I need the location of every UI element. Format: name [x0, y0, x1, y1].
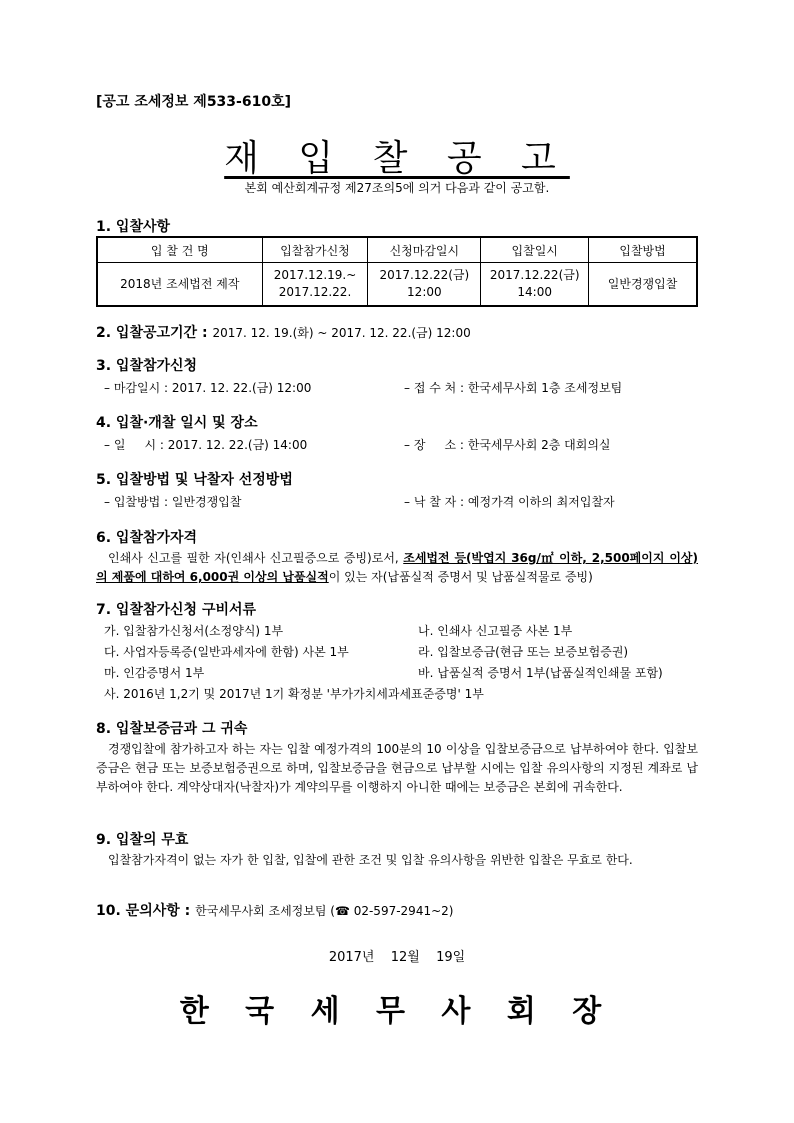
header-method: 입찰방법: [589, 237, 697, 263]
section-9-text: 입찰참가자격이 없는 자가 한 입찰, 입찰에 관한 조건 및 입찰 유의사항을 위반한 입찰은 무효로 한다.: [108, 853, 633, 867]
list-item: 가. 입찰참가신청서(소정양식) 1부: [104, 624, 284, 638]
section-1-title: 1. 입찰사항: [96, 219, 171, 235]
cell-apply-line-1: 2017.12.19.~: [273, 268, 357, 282]
section-6-text-emphasis: 조세법전 등(박엽지 36g/㎡ 이하, 2,500페이지 이상)의 제품에 대하여 6,000권 이상의 납품실적: [96, 551, 698, 584]
list-item: 사. 2016년 1,2기 및 2017년 1기 확정분 '부가가치세과세표준증명' 1부: [104, 687, 484, 701]
cell-bid-date: [481, 263, 589, 307]
section-5-method: – 입찰방법 : 일반경쟁입찰: [104, 495, 242, 509]
section-3-title: 3. 입찰참가신청: [96, 358, 198, 374]
cell-deadline: [368, 263, 481, 307]
cell-deadline-line-1: 2017.12.22(금): [379, 268, 470, 282]
section-3-office: – 접 수 처 : 한국세무사회 1층 조세정보팀: [404, 381, 623, 395]
bid-table-header: [97, 237, 697, 263]
list-item: 나. 인쇄사 신고필증 사본 1부: [418, 624, 573, 638]
intro-text: 본회 예산회계규정 제27조의5에 의거 다음과 같이 공고함.: [244, 181, 550, 195]
cell-bid-date-line-1: 2017.12.22(금): [489, 268, 580, 282]
section-6-text-a: 인쇄사 신고를 필한 자(인쇄사 신고필증으로 증빙)로서,: [108, 551, 404, 565]
list-item: 다. 사업자등록증(일반과세자에 한함) 사본 1부: [104, 645, 349, 659]
section-3-deadline: – 마감일시 : 2017. 12. 22.(금) 12:00: [104, 381, 312, 395]
cell-name: 2018년 조세법전 제작: [97, 263, 262, 307]
cell-bid-date-line-2: 14:00: [517, 285, 552, 299]
header-bid-date: 입찰일시: [481, 237, 589, 263]
list-item: 마. 인감증명서 1부: [104, 666, 205, 680]
section-2-value: 2017. 12. 19.(화) ~ 2017. 12. 22.(금) 12:00: [212, 326, 471, 340]
bid-table: [96, 236, 698, 307]
notice-date: 2017년 12월 19일: [328, 950, 466, 965]
section-8-text: 경쟁입찰에 참가하고자 하는 자는 입찰 예정가격의 100분의 10 이상을 입찰보증금으로 납부하여야 한다. 입찰보증금은 현금 또는 보증보험증권으로 하며, 입찰보증금을 현금으로 납부할 시에는 입찰 유의사항의 지정된 계좌로 납부하여야 한다. 계약상대자(낙찰자)가 계약의무를 이행하지 아니한 때에는 보증금은 본회에 귀속한다.: [96, 742, 698, 794]
notice-number: [공고 조세정보 제533-610호]: [96, 94, 291, 110]
section-10: [96, 900, 453, 920]
section-5-title: 5. 입찰방법 및 낙찰자 선정방법: [96, 472, 293, 488]
section-8-title: 8. 입찰보증금과 그 귀속: [96, 721, 248, 737]
section-10-title: 10. 문의사항 :: [96, 903, 191, 919]
section-2-title: 2. 입찰공고기간 :: [96, 325, 208, 341]
section-4-datetime: – 일 시 : 2017. 12. 22.(금) 14:00: [104, 438, 308, 452]
page-title: 재 입 찰 공 고: [224, 138, 570, 179]
section-6-text-c: 이 있는 자(납품실적 증명서 및 납품실적물로 증빙): [328, 570, 593, 584]
section-6-title: 6. 입찰참가자격: [96, 530, 198, 546]
section-7-title: 7. 입찰참가신청 구비서류: [96, 602, 257, 618]
section-4-title: 4. 입찰·개찰 일시 및 장소: [96, 415, 258, 431]
section-9-title: 9. 입찰의 무효: [96, 832, 189, 848]
section-2: [96, 322, 471, 342]
section-4-place: – 장 소 : 한국세무사회 2층 대회의실: [404, 438, 611, 452]
cell-deadline-line-2: 12:00: [407, 285, 442, 299]
cell-apply: [262, 263, 368, 307]
list-item: 바. 납품실적 증명서 1부(납품실적인쇄물 포함): [418, 666, 663, 680]
list-item: 라. 입찰보증금(현금 또는 보증보험증권): [418, 645, 629, 659]
section-6-text: [96, 549, 698, 587]
header-apply: 입찰참가신청: [262, 237, 368, 263]
cell-method: 일반경쟁입찰: [589, 263, 697, 307]
header-deadline: 신청마감일시: [368, 237, 481, 263]
table-row: [97, 263, 697, 307]
header-name: 입 찰 건 명: [97, 237, 262, 263]
section-5-winner: – 낙 찰 자 : 예정가격 이하의 최저입찰자: [404, 495, 615, 509]
signer-name: 한 국 세 무 사 회 장: [179, 994, 615, 1029]
cell-apply-line-2: 2017.12.22.: [278, 285, 352, 299]
section-10-contact: 한국세무사회 조세정보팀 (☎ 02-597-2941~2): [195, 904, 454, 918]
